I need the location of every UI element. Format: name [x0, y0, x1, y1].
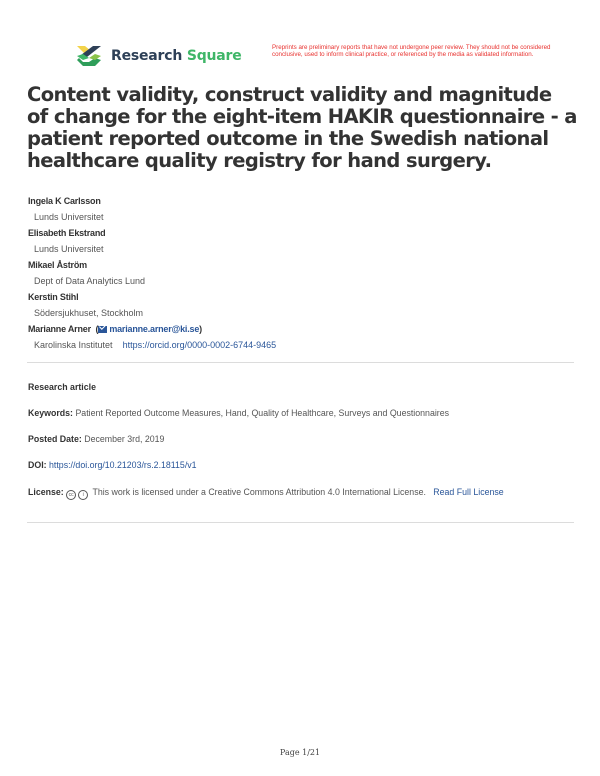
preprint-disclaimer: Preprints are preliminary reports that have not undergone peer review. They should not be considered conclusive, used to inform clinical practice, or referenced by the media as validated information.: [272, 44, 551, 59]
author-affiliation: Dept of Data Analytics Lund: [34, 276, 146, 286]
author-affiliation: Karolinska Institutet: [34, 340, 113, 350]
posted-date-value: December 3rd, 2019: [84, 434, 165, 444]
logo-text: Research Square: [111, 48, 242, 64]
page-number: Page 1/21: [279, 748, 321, 757]
author-name: Elisabeth Ekstrand: [28, 228, 106, 238]
header-logo[interactable]: [75, 44, 242, 68]
paper-title: Content validity, construct validity and magnitude of change for the eight-item HAKIR questionnaire - a patient reported outcome in the Swedish national healthcare quality registry for hand surgery.: [27, 83, 577, 172]
orcid-link[interactable]: https://orcid.org/0000-0002-6744-9465: [122, 340, 277, 350]
posted-date-row: [28, 433, 573, 446]
author-name: Kerstin Stihl: [28, 292, 79, 302]
author-affiliation: Södersjukhuset, Stockholm: [34, 308, 144, 318]
read-full-license-link[interactable]: Read Full License: [433, 487, 504, 497]
author-name: Ingela K Carlsson: [28, 196, 101, 206]
doi-link[interactable]: https://doi.org/10.21203/rs.2.18115/v1: [49, 460, 197, 470]
keywords-label: Keywords:: [28, 408, 73, 418]
author-list: [28, 193, 568, 353]
corresponding-author: Marianne Arner ( marianne.arner@ki.se): [28, 324, 202, 334]
author-email-link[interactable]: marianne.arner@ki.se: [109, 324, 200, 334]
research-square-logo-icon: [75, 44, 103, 68]
author-affiliation: Lunds Universitet: [34, 244, 104, 254]
cc-icon: cc: [66, 490, 76, 500]
keywords-row: [28, 407, 573, 420]
keywords-value: Patient Reported Outcome Measures, Hand, Quality of Healthcare, Surveys and Questionnaires: [75, 408, 450, 418]
author-affiliation: Lunds Universitet: [34, 212, 104, 222]
divider: [27, 362, 574, 363]
doi-label: DOI:: [28, 460, 47, 470]
divider: [27, 522, 574, 523]
doi-row: [28, 459, 573, 472]
posted-date-label: Posted Date:: [28, 434, 82, 444]
author-name: Mikael Åström: [28, 260, 87, 270]
author-affiliation-row: [28, 337, 568, 353]
article-type: Research article: [28, 382, 96, 392]
attribution-icon: i: [78, 490, 88, 500]
license-row: [28, 486, 573, 500]
license-text: This work is licensed under a Creative Commons Attribution 4.0 International License.: [92, 487, 426, 497]
email-icon: [98, 326, 107, 333]
author-name: Marianne Arner: [28, 324, 91, 334]
license-label: License:: [28, 487, 64, 497]
